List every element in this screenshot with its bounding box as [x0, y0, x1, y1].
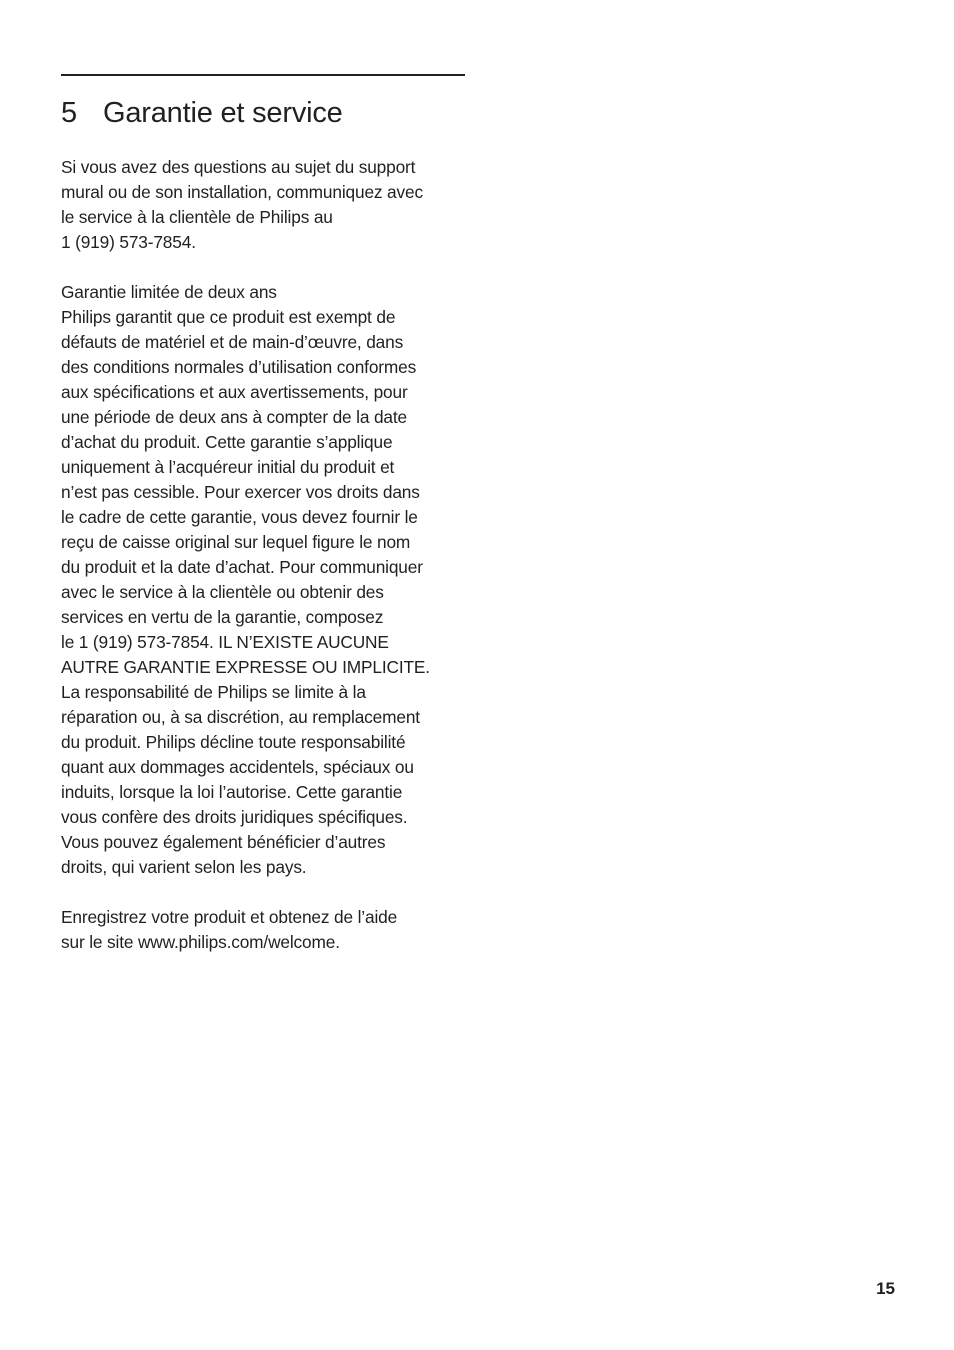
warranty-line: le cadre de cette garantie, vous devez fournir le — [61, 507, 418, 527]
warranty-section — [61, 280, 471, 880]
intro-paragraph — [61, 155, 471, 255]
page-content — [61, 155, 471, 955]
warranty-line: du produit et la date d’achat. Pour communiquer — [61, 557, 423, 577]
intro-line: mural ou de son installation, communiquez avec — [61, 182, 423, 202]
register-line: sur le site www.philips.com/welcome. — [61, 932, 340, 952]
section-heading — [61, 94, 343, 132]
warranty-line: avec le service à la clientèle ou obtenir des — [61, 582, 384, 602]
section-top-rule — [61, 74, 465, 76]
intro-line: Si vous avez des questions au sujet du support — [61, 157, 416, 177]
warranty-line: réparation ou, à sa discrétion, au remplacement — [61, 707, 420, 727]
warranty-line: services en vertu de la garantie, composez — [61, 607, 384, 627]
warranty-line: du produit. Philips décline toute responsabilité — [61, 732, 406, 752]
register-paragraph — [61, 905, 471, 955]
warranty-line: le 1 (919) 573-7854. IL N’EXISTE AUCUNE — [61, 632, 389, 652]
register-line: Enregistrez votre produit et obtenez de l’aide — [61, 907, 398, 927]
paragraph-spacer — [61, 880, 471, 905]
warranty-line: n’est pas cessible. Pour exercer vos droits dans — [61, 482, 420, 502]
warranty-line: AUTRE GARANTIE EXPRESSE OU IMPLICITE. — [61, 657, 430, 677]
warranty-line: défauts de matériel et de main-d’œuvre, dans — [61, 332, 404, 352]
intro-line: 1 (919) 573-7854. — [61, 232, 196, 252]
warranty-line: des conditions normales d’utilisation conformes — [61, 357, 417, 377]
warranty-line: Philips garantit que ce produit est exempt de — [61, 307, 396, 327]
paragraph-spacer — [61, 255, 471, 280]
warranty-line: La responsabilité de Philips se limite à la — [61, 682, 366, 702]
warranty-line: quant aux dommages accidentels, spéciaux ou — [61, 757, 414, 777]
warranty-line: uniquement à l’acquéreur initial du produit et — [61, 457, 395, 477]
warranty-line: vous confère des droits juridiques spécifiques. — [61, 807, 408, 827]
section-number: 5 — [61, 97, 77, 129]
warranty-heading: Garantie limitée de deux ans — [61, 282, 277, 302]
warranty-line: aux spécifications et aux avertissements, pour — [61, 382, 408, 402]
warranty-line: une période de deux ans à compter de la date — [61, 407, 407, 427]
warranty-line: d’achat du produit. Cette garantie s’applique — [61, 432, 393, 452]
intro-line: le service à la clientèle de Philips au — [61, 207, 333, 227]
warranty-line: Vous pouvez également bénéficier d’autres — [61, 832, 386, 852]
warranty-line: droits, qui varient selon les pays. — [61, 857, 307, 877]
warranty-line: induits, lorsque la loi l’autorise. Cette garantie — [61, 782, 403, 802]
warranty-line: reçu de caisse original sur lequel figure le nom — [61, 532, 411, 552]
section-title: Garantie et service — [103, 97, 343, 129]
page-number: 15 — [876, 1279, 895, 1298]
